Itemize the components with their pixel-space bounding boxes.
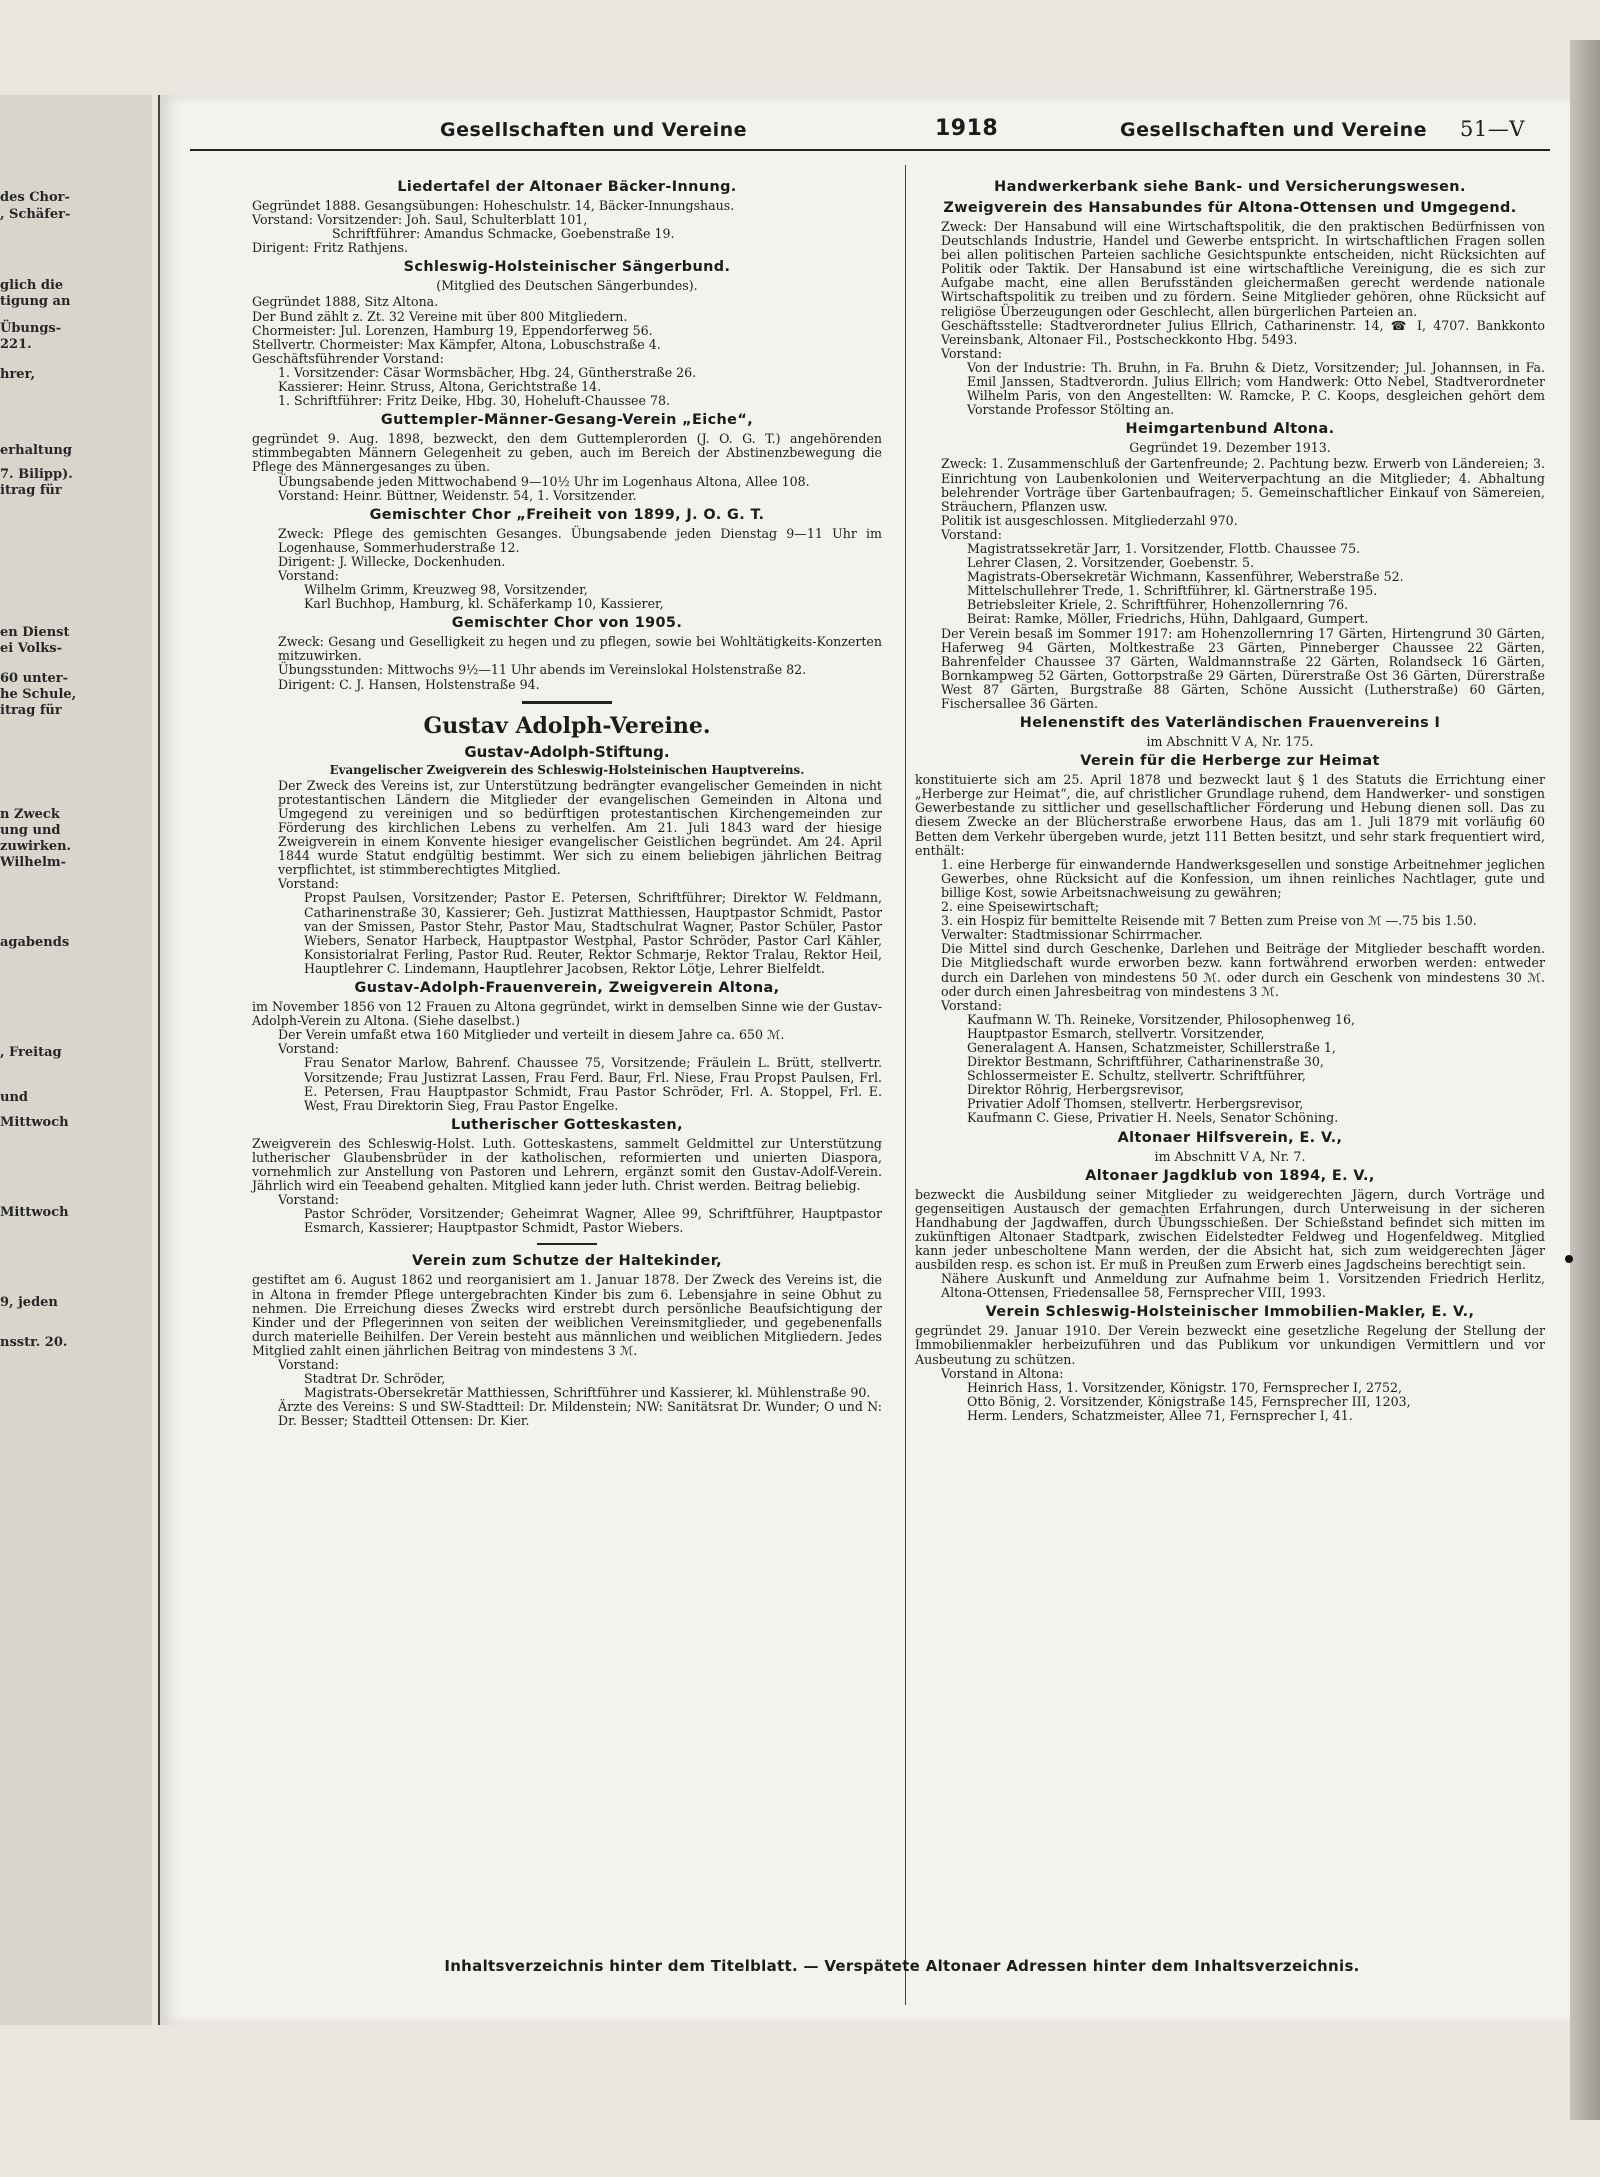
margin-fragment: agabends bbox=[0, 935, 70, 950]
entry-heading: Gemischter Chor „Freiheit von 1899, J. O. G. T. bbox=[369, 506, 765, 523]
entry-text: Otto Bönig, 2. Vorsitzender, Königstraße 145, Fernsprecher III, 1203, bbox=[967, 1393, 1411, 1409]
margin-fragment: 9, jeden bbox=[0, 1295, 58, 1310]
margin-fragment: zuwirken. bbox=[0, 839, 72, 854]
margin-fragment: ung und bbox=[0, 823, 61, 838]
entry-text: Der Verein besaß im Sommer 1917: am Hohenzollernring 17 Gärten, Hirtengrund 30 Gärten, Haferweg 94 Gärten, Moltkestraße 23 Gärten, Pinneberger Chaussee 22 Gärten, Bahrenfelder Chaussee 37 Gärten, Waldmannstraße 22 Gärten, Rolandseck 16 Gärten, Bornkampweg 52 Gärten, Gottorpstraße 29 Gärten, Dürerstraße Ost 36 Gärten, Dürerstraße West 87 Gärten, Burgstraße 88 Gärten, Schöne Aussicht (Lutherstraße) 60 Gärten, Fischersallee 36 Gärten. bbox=[941, 625, 1545, 711]
entry-text: Stadtrat Dr. Schröder, bbox=[304, 1371, 446, 1387]
entry-heading: Verein zum Schutze der Haltekinder, bbox=[412, 1253, 722, 1270]
binding-hole bbox=[1565, 1255, 1573, 1263]
entry-text: Kaufmann C. Giese, Privatier H. Neels, Senator Schöning. bbox=[967, 1110, 1339, 1126]
entry-heading: Helenenstift des Vaterländischen Frauenvereins I bbox=[1019, 715, 1441, 732]
margin-fragment: 60 unter- bbox=[0, 671, 69, 686]
entry-text: Magistrats-Obersekretär Matthiessen, Schriftführer und Kassierer, kl. Mühlenstraße 90. bbox=[304, 1385, 871, 1401]
entry-text: Gegründet 1888, Sitz Altona. bbox=[252, 294, 439, 310]
entry-text: Politik ist ausgeschlossen. Mitgliederzahl 970. bbox=[941, 512, 1238, 528]
margin-fragment: erhaltung bbox=[0, 443, 72, 458]
entry-text: Der Verein umfaßt etwa 160 Mitglieder und verteilt in diesem Jahre ca. 650 ℳ. bbox=[278, 1027, 785, 1043]
entry-text: gegründet 9. Aug. 1898, bezweckt, den dem Guttemplerorden (J. O. G. T.) angehörenden stimmbegabten Männern Gelegenheit zu geben, auch im Bereich der Abstinenzbewegung die Pflege des Männergesanges zu üben. bbox=[252, 431, 882, 475]
entry-text: Der Zweck des Vereins ist, zur Unterstützung bedrängter evangelischer Gemeinden in nicht protestantischen Ländern die Mitglieder der evangelischen Gemeinden in Altona und Umgegend zu vereinigen und so bedürftigen protestantischen Kirchengemeinden zur Förderung des kirchlichen Lebens zu verhelfen. Am 21. Juli 1843 ward der hiesige Zweigverein in einem Konvente hiesiger evangelischer Geistlichen begründet. Am 24. April 1844 wurde Statut endgültig bestimmt. Wer sich zu einem beliebigen jährlichen Beitrag verpflichtet, ist stimmberechtigtes Mitglied. bbox=[278, 777, 882, 878]
entry-text: Schlossermeister E. Schultz, stellvertr. Schriftführer, bbox=[967, 1068, 1306, 1084]
entry-text: Vorstand: bbox=[278, 1041, 339, 1057]
entry-text: 3. ein Hospiz für bemittelte Reisende mit 7 Betten zum Preise von ℳ —.75 bis 1.50. bbox=[941, 913, 1477, 929]
entry-text: Privatier Adolf Thomsen, stellvertr. Herbergsrevisor, bbox=[967, 1096, 1304, 1112]
margin-fragment: Mittwoch bbox=[0, 1115, 69, 1130]
entry-text: Zweck: 1. Zusammenschluß der Gartenfreunde; 2. Pachtung bezw. Erwerb von Ländereien; 3. Einrichtung von Laubenkolonien und Weiterverpachtung an die Mitglieder; 4. Abhaltung belehrender Vorträge über Gartenbaufragen; 5. Gemeinschaftlicher Einkauf von Sämereien, Sträuchern, Pflanzen usw. bbox=[941, 456, 1545, 514]
entry-text: Vorstand: bbox=[278, 567, 339, 583]
entry-heading: Verein Schleswig-Holsteinischer Immobilien-Makler, E. V., bbox=[985, 1304, 1475, 1321]
margin-fragment: he Schule, bbox=[0, 687, 77, 702]
entry-text: Dirigent: J. Willecke, Dockenhuden. bbox=[278, 553, 506, 569]
entry-text: Beirat: Ramke, Möller, Friedrichs, Hühn, Dahlgaard, Gumpert. bbox=[967, 611, 1369, 627]
page-header bbox=[190, 115, 1550, 151]
entry-heading: Guttempler-Männer-Gesang-Verein „Eiche“, bbox=[380, 412, 754, 429]
margin-fragment: 221. bbox=[0, 337, 32, 352]
left-column bbox=[252, 175, 882, 1428]
entry-text: Ärzte des Vereins: S und SW-Stadtteil: Dr. Mildenstein; NW: Sanitätsrat Dr. Wunder; O und N: Dr. Besser; Stadtteil Ottensen: Dr. Kier. bbox=[278, 1399, 882, 1429]
entry-text: 2. eine Speisewirtschaft; bbox=[941, 899, 1100, 915]
entry-text: Heinrich Hass, 1. Vorsitzender, Königstr. 170, Fernsprecher I, 2752, bbox=[967, 1379, 1403, 1395]
entry-text: Zweigverein des Schleswig-Holst. Luth. Gotteskastens, sammelt Geldmittel zur Unterstützung lutherischer Glaubensbrüder in der katholischen, reformierten und unierten Diaspora, vornehmlich zur Anstellung von Pastoren und Lehrern, ergänzt somit den Gustav-Adolf-Verein. Jährlich wird ein Teeabend gehalten. Mitglied kann jeder luth. Christ werden. Beitrag beliebig. bbox=[252, 1135, 882, 1194]
header-left-title: Gesellschaften und Vereine bbox=[440, 119, 747, 141]
entry-text: 1. Vorsitzender: Cäsar Wormsbächer, Hbg. 24, Güntherstraße 26. bbox=[278, 364, 697, 380]
entry-subline: im Abschnitt V A, Nr. 7. bbox=[1154, 1148, 1306, 1164]
page-footer: Inhaltsverzeichnis hinter dem Titelblatt. — Verspätete Altonaer Adressen hinter dem Inhaltsverzeichnis. bbox=[444, 1957, 1360, 1975]
entry-text: Direktor Röhrig, Herbergsrevisor, bbox=[967, 1082, 1185, 1098]
entry-text: 1. eine Herberge für einwandernde Handwerksgesellen und sonstige Arbeitnehmer jeglichen Gewerbes, ohne Rücksicht auf die Konfession, um ihnen reinliches Nachtlager, gute und billige Kost, sowie Arbeitsnachweisung zu gewähren; bbox=[941, 856, 1545, 900]
margin-fragment: itrag für bbox=[0, 703, 62, 718]
entry-text: Übungsstunden: Mittwochs 9½—11 Uhr abends im Vereinslokal Holstenstraße 82. bbox=[278, 662, 807, 678]
header-right-title: Gesellschaften und Vereine bbox=[1120, 119, 1427, 141]
entry-subline: im Abschnitt V A, Nr. 175. bbox=[1146, 734, 1314, 750]
margin-fragment: hrer, bbox=[0, 367, 36, 382]
entry-text: Der Bund zählt z. Zt. 32 Vereine mit über 800 Mitgliedern. bbox=[252, 308, 628, 324]
entry-text: Mittelschullehrer Trede, 1. Schriftführer, kl. Gärtnerstraße 195. bbox=[967, 583, 1378, 599]
margin-fragment: des Chor- bbox=[0, 190, 70, 205]
margin-fragment: itrag für bbox=[0, 483, 62, 498]
entry-text: Frau Senator Marlow, Bahrenf. Chaussee 75, Vorsitzende; Fräulein L. Brütt, stellvertr. Vorsitzende; Frau Justizrat Lassen, Frau Ferd. Baur, Frl. Niese, Frau Propst Paulsen, Frl. E. Petersen, Frau Hauptpastor Schmidt, Frau Pastor Schröder, Frl. A. Stoppel, Frl. E. West, Frau Direktorin Sieg, Frau Pastor Engelke. bbox=[304, 1055, 882, 1113]
entry-text: Vorstand: Vorsitzender: Joh. Saul, Schulterblatt 101, bbox=[252, 212, 588, 228]
section-rule bbox=[522, 701, 612, 704]
margin-fragment: nsstr. 20. bbox=[0, 1335, 68, 1350]
entry-text: Magistrats-Obersekretär Wichmann, Kassenführer, Weberstraße 52. bbox=[967, 569, 1404, 585]
header-year: 1918 bbox=[935, 116, 999, 141]
margin-fragment: n Zweck bbox=[0, 807, 60, 822]
entry-text: gestiftet am 6. August 1862 und reorganisiert am 1. Januar 1878. Der Zweck des Vereins ist, die in Altona in fremder Pflege untergebrachten Kinder bis zum 6. Lebensjahre in seine Obhut zu nehmen. Die Erreichung dieses Zwecks wird erstrebt durch persönliche Beaufsichtigung der Kinder und der Pflegerinnen von seiten der weiblichen Vereinsmitglieder, und gegebenenfalls durch materielle Beihilfen. Der Verein besteht aus männlichen und weiblichen Mitgliedern. Jedes Mitglied zahlt einen jährlichen Beitrag von mindestens 3 ℳ. bbox=[252, 1272, 882, 1358]
entry-text: Die Mittel sind durch Geschenke, Darlehen und Beiträge der Mitglieder beschafft worden. Die Mitgliedschaft wurde erworben bezw. kann fortwährend erworben werden: entweder durch ein Darlehen von mindestens 50 ℳ. oder durch ein Geschenk von mindestens 30 ℳ. oder durch einen Jahresbeitrag von mindestens 3 ℳ. bbox=[941, 941, 1545, 999]
margin-fragment: Übungs- bbox=[0, 321, 62, 336]
book-edge-shadow bbox=[1570, 40, 1600, 2120]
directory-page bbox=[158, 95, 1580, 2025]
section-rule bbox=[537, 1243, 597, 1245]
entry-heading: Altonaer Hilfsverein, E. V., bbox=[1117, 1129, 1343, 1146]
entry-heading: Zweigverein des Hansabundes für Altona-Ottensen und Umgegend. bbox=[943, 200, 1517, 216]
entry-text: Herm. Lenders, Schatzmeister, Allee 71, Fernsprecher I, 41. bbox=[967, 1407, 1353, 1423]
entry-text: Vorstand in Altona: bbox=[941, 1365, 1064, 1381]
column-divider bbox=[905, 165, 906, 2005]
entry-text: gegründet 29. Januar 1910. Der Verein bezweckt eine gesetzliche Regelung der Stellung der Immobilienmakler herbeizuführen und das Publikum vor unkundigen Vermittlern und vor Ausbeutung zu schützen. bbox=[915, 1323, 1545, 1367]
entry-text: Vorstand: bbox=[278, 876, 339, 892]
entry-subline: (Mitglied des Deutschen Sängerbundes). bbox=[436, 278, 698, 294]
margin-fragment: glich die bbox=[0, 278, 64, 293]
entry-text: Kaufmann W. Th. Reineke, Vorsitzender, Philosophenweg 16, bbox=[967, 1011, 1356, 1027]
margin-fragment: ei Volks- bbox=[0, 641, 62, 656]
margin-fragment: , Schäfer- bbox=[0, 207, 71, 222]
entry-text: Zweck: Der Hansabund will eine Wirtschaftspolitik, die den praktischen Bedürfnissen von Deutschlands Industrie, Handel und Gewerbe entspricht. In wirtschaftlichen Fragen sollen bei allen politischen Parteien sachliche Gesichtspunkte entscheiden, nicht Rücksichten auf Politik oder Taktik. Der Hansabund ist eine wirtschaftliche Vereinigung, die es sich zur Aufgabe macht, eine allen Berufsständen gleichermaßen gerecht werdende nationale Wirtschaftspolitik zu treiben und zu fördern. Seine Mitglieder gehören, ohne Rücksicht auf religiöse Überzeugungen oder Geschlecht, allen bürgerlichen Parteien an. bbox=[941, 219, 1545, 319]
entry-text: Kassierer: Heinr. Struss, Altona, Gerichtstraße 14. bbox=[278, 379, 602, 395]
entry-heading: Schleswig-Holsteinischer Sängerbund. bbox=[403, 259, 731, 276]
margin-fragment: tigung an bbox=[0, 294, 71, 309]
entry-text: Verwalter: Stadtmissionar Schirrmacher. bbox=[941, 927, 1203, 943]
entry-text: Dirigent: C. J. Hansen, Holstenstraße 94. bbox=[278, 676, 540, 692]
entry-heading: Handwerkerbank siehe Bank- und Versicherungswesen. bbox=[994, 179, 1466, 195]
entry-text: Stellvertr. Chormeister: Max Kämpfer, Altona, Lobuschstraße 4. bbox=[252, 336, 661, 352]
entry-text: Hauptpastor Esmarch, stellvertr. Vorsitzender, bbox=[967, 1025, 1265, 1041]
entry-text: bezweckt die Ausbildung seiner Mitglieder zu weidgerechten Jägern, durch Vorträge und gegenseitigen Austausch der gemachten Erfahrungen, durch Unterweisung in der sicheren Handhabung der Jagdwaffen, durch Übungsschießen. Der Schießstand befindet sich mitten im zukünftigen Altonaer Stadtpark, zwischen Eidelstedter Feldweg und Hogenfeldweg. Mitglied kann jeder unbescholtene Mann werden, der die Absicht hat, sich zum weidgerechten Jäger ausbilden resp. es schon ist. Er muß in Preußen zum Erwerb eines Jagdscheins berechtigt sein. bbox=[915, 1186, 1545, 1273]
entry-text: Propst Paulsen, Vorsitzender; Pastor E. Petersen, Schriftführer; Direktor W. Feldmann, Catharinenstraße 30, Kassierer; Geh. Justizrat Matthiessen, Hauptpastor Schmidt, Pastor van der Smissen, Pastor Stehr, Pastor Mau, Stadtschulrat Wagner, Pastor Schüler, Pastor Wiebers, Senator Harbeck, Hauptpastor Westphal, Pastor Schröder, Pastor Carl Kähler, Konsistorialrat Ferling, Pastor Rud. Reuter, Rektor Schmarje, Rektor Tralau, Rektor Heil, Hauptlehrer C. Lindemann, Hauptlehrer Jacobsen, Rektor Lötje, Lehrer Bielfeldt. bbox=[304, 890, 882, 976]
entry-heading: Heimgartenbund Altona. bbox=[1125, 421, 1335, 438]
entry-text: Vorstand: bbox=[941, 997, 1002, 1013]
entry-subline: Gegründet 19. Dezember 1913. bbox=[1129, 440, 1331, 456]
entry-text: Vorstand: bbox=[278, 1357, 339, 1372]
entry-heading: Gustav-Adolph-Frauenverein, Zweigverein Altona, bbox=[354, 980, 780, 997]
entry-text: Vorstand: Heinr. Büttner, Weidenstr. 54, 1. Vorsitzender. bbox=[278, 487, 637, 503]
margin-fragment: und bbox=[0, 1090, 28, 1105]
entry-text: Vorstand: bbox=[941, 345, 1002, 361]
entry-text: 1. Schriftführer: Fritz Deike, Hbg. 30, Hoheluft-Chaussee 78. bbox=[278, 393, 670, 409]
entry-text: Geschäftsstelle: Stadtverordneter Julius Ellrich, Catharinenstr. 14, ☎ I, 4707. Bankkonto Vereinsbank, Altonaer Fil., Postscheckkonto Hbg. 5493. bbox=[941, 317, 1545, 347]
entry-text: Generalagent A. Hansen, Schatzmeister, Schillerstraße 1, bbox=[967, 1039, 1336, 1055]
subsection-title: Gustav-Adolph-Stiftung. bbox=[464, 742, 670, 761]
entry-heading: Lutherischer Gotteskasten, bbox=[451, 1116, 683, 1133]
entry-text: Zweck: Gesang und Geselligkeit zu hegen und zu pflegen, sowie bei Wohltätigkeits-Konzerten mitzuwirken. bbox=[278, 634, 882, 664]
entry-text: Geschäftsführender Vorstand: bbox=[252, 350, 444, 366]
margin-fragment: , Freitag bbox=[0, 1045, 62, 1060]
entry-text: Karl Buchhop, Hamburg, kl. Schäferkamp 10, Kassierer, bbox=[304, 596, 664, 612]
entry-text: konstituierte sich am 25. April 1878 und bezweckt laut § 1 des Statuts die Errichtung einer „Herberge zur Heimat“, die, auf christlicher Grundlage ruhend, dem Handwerker- und sonstigen Gewerbestande zu sittlicher und gesellschaftlicher Förderung und Hebung dienen soll. Das zu diesem Zwecke an der Blücherstraße erworbene Haus, das am 1. Juli 1879 mit vorläufig 60 Betten dem Verkehr übergeben wurde, jetzt 111 Betten besitzt, und sehr stark frequentiert wird, enthält: bbox=[915, 772, 1545, 858]
section-title: Gustav Adolph-Vereine. bbox=[423, 712, 711, 739]
entry-heading: Altonaer Jagdklub von 1894, E. V., bbox=[1085, 1167, 1375, 1184]
adjacent-page-margin bbox=[0, 95, 152, 2025]
entry-heading: Verein für die Herberge zur Heimat bbox=[1080, 753, 1380, 770]
entry-text: Wilhelm Grimm, Kreuzweg 98, Vorsitzender, bbox=[304, 582, 588, 598]
entry-text: Schriftführer: Amandus Schmacke, Goebenstraße 19. bbox=[332, 226, 675, 242]
entry-text: im November 1856 von 12 Frauen zu Altona gegründet, wirkt in demselben Sinne wie der Gustav-Adolph-Verein zu Altona. (Siehe daselbst.) bbox=[252, 999, 882, 1029]
header-page-number: 51—V bbox=[1460, 117, 1525, 141]
entry-text: Direktor Bestmann, Schriftführer, Catharinenstraße 30, bbox=[967, 1054, 1324, 1070]
entry-heading: Liedertafel der Altonaer Bäcker-Innung. bbox=[397, 179, 737, 195]
entry-text: Magistratssekretär Jarr, 1. Vorsitzender, Flottb. Chaussee 75. bbox=[967, 540, 1361, 556]
entry-text: Dirigent: Fritz Rathjens. bbox=[252, 240, 408, 256]
entry-text: Betriebsleiter Kriele, 2. Schriftführer, Hohenzollernring 76. bbox=[967, 597, 1349, 613]
margin-fragment: 7. Bilipp). bbox=[0, 467, 73, 482]
entry-text: Gegründet 1888. Gesangsübungen: Hoheschulstr. 14, Bäcker-Innungshaus. bbox=[252, 198, 735, 213]
entry-text: Nähere Auskunft und Anmeldung zur Aufnahme beim 1. Vorsitzenden Friedrich Herlitz, Altona-Ottensen, Friedensallee 58, Fernsprecher VIII, 1993. bbox=[941, 1271, 1545, 1301]
right-column bbox=[915, 175, 1545, 1423]
entry-subtitle: Evangelischer Zweigverein des Schleswig-Holsteinischen Hauptvereins. bbox=[329, 762, 805, 777]
margin-fragment: en Dienst bbox=[0, 625, 70, 640]
entry-text: Pastor Schröder, Vorsitzender; Geheimrat Wagner, Allee 99, Schriftführer, Hauptpastor Esmarch, Kassierer; Hauptpastor Schmidt, Pastor Wiebers. bbox=[304, 1206, 882, 1236]
entry-text: Chormeister: Jul. Lorenzen, Hamburg 19, Eppendorferweg 56. bbox=[252, 322, 653, 338]
entry-text: Vorstand: bbox=[941, 526, 1002, 542]
entry-text: Lehrer Clasen, 2. Vorsitzender, Goebenstr. 5. bbox=[967, 555, 1254, 571]
entry-text: Übungsabende jeden Mittwochabend 9—10½ Uhr im Logenhaus Altona, Allee 108. bbox=[278, 473, 810, 489]
entry-text: Zweck: Pflege des gemischten Gesanges. Übungsabende jeden Dienstag 9—11 Uhr im Logenhause, Sommerhuderstraße 12. bbox=[278, 525, 882, 555]
entry-text: Von der Industrie: Th. Bruhn, in Fa. Bruhn & Dietz, Vorsitzender; Jul. Johannsen, in Fa. Emil Janssen, Stadtverordn. Julius Ellrich; vom Handwerk: Otto Nebel, Stadtverordneter Wilhelm Paris, von den Angestellten: W. Ramcke, P. C. Koops, desgleichen gehört dem Vorstande Professor Stölting an. bbox=[967, 359, 1545, 418]
entry-text: Vorstand: bbox=[278, 1192, 339, 1208]
margin-fragment: Mittwoch bbox=[0, 1205, 69, 1220]
margin-fragment: Wilhelm- bbox=[0, 855, 67, 870]
entry-heading: Gemischter Chor von 1905. bbox=[451, 615, 683, 632]
